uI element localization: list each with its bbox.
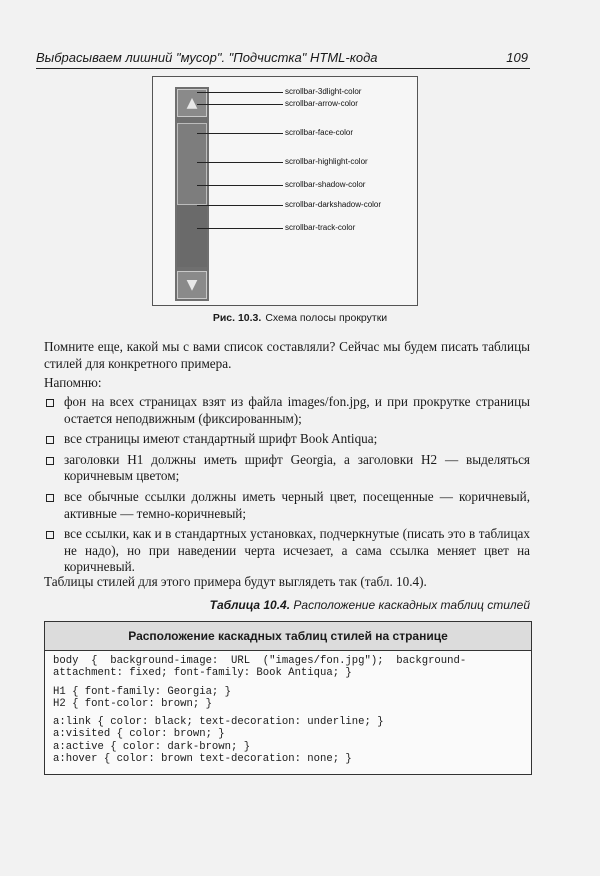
list-item [44,431,530,448]
code-table-header: Расположение каскадных таблиц стилей на странице [45,622,531,651]
code-line: a:link { color: black; text-decoration: underline; } [53,716,384,729]
label-face: scrollbar-face-color [285,128,354,137]
table-caption [36,598,530,612]
leader-line [197,92,283,93]
checkbox-bullet-icon [46,531,54,539]
code-line: attachment: fixed; font-family: Book Antiqua; } [53,667,352,680]
label-shadow: scrollbar-shadow-color [285,180,366,189]
code-line: H2 { font-color: brown; } [53,697,212,710]
list-item [44,452,530,485]
leader-line [197,228,283,229]
running-header [36,46,530,69]
leader-line [197,162,283,163]
css-code-table [44,621,532,775]
leader-line [197,205,283,206]
paragraph-table-ref: Таблицы стилей для этого примера будут выглядеть так (табл. 10.4). [44,574,427,589]
figure-caption [0,312,600,324]
list-item-text: заголовки H1 должны иметь шрифт Georgia, а заголовки H2 — выделяться коричневым цветом; [64,451,530,484]
table-caption-number: Таблица 10.4. [209,598,291,612]
list-item-text: фон на всех страницах взят из файла images/fon.jpg, и при прокрутке страницы остается неподвижным (фиксированным); [64,394,530,426]
scrollbar-diagram [175,87,209,301]
checkbox-bullet-icon [46,457,54,465]
paragraph-intro: Помните еще, какой мы с вами список составляли? Сейчас мы будем писать таблицы стилей для конкретного примера. [44,339,530,371]
leader-line [197,133,283,134]
code-block [45,651,531,769]
code-line: body { background-image: URL ("images/fon.jpg"); background- [53,655,467,667]
table-caption-text: Расположение каскадных таблиц стилей [293,598,530,612]
list-item-text: все страницы имеют стандартный шрифт Book Antiqua; [64,431,378,447]
up-arrow-button-icon: ▲ [177,89,207,117]
label-arrow: scrollbar-arrow-color [285,99,358,108]
scrollbar-thumb [177,123,207,205]
code-line: a:hover { color: brown text-decoration: none; } [53,753,352,766]
page-number: 109 [506,50,528,65]
requirements-list [44,394,530,580]
list-item-text: все ссылки, как и в стандартных установках, подчеркнутые (писать это в таблицах не надо), но при наведении черта исчезает, а сама ссылка меняет цвет на коричневый. [64,526,530,575]
label-track: scrollbar-track-color [285,223,356,232]
checkbox-bullet-icon [46,399,54,407]
list-item-text: все обычные ссылки должны иметь черный цвет, посещенные — коричневый, активные — темно-коричневый; [64,488,530,521]
header-title: Выбрасываем лишний "мусор". "Подчистка" HTML-кода [36,50,378,65]
code-line: a:active { color: dark-brown; } [53,740,251,753]
paragraph-remind: Напомню: [44,375,102,390]
checkbox-bullet-icon [46,436,54,444]
scrollbar-track [177,205,207,267]
label-highlight: scrollbar-highlight-color [285,157,368,166]
leader-line [197,104,283,105]
label-3dlight: scrollbar-3dlight-color [285,87,362,96]
figure-caption-text: Схема полосы прокрутки [265,312,388,324]
down-arrow-button-icon: ▼ [177,271,207,299]
code-line: H1 { font-family: Georgia; } [53,685,232,698]
list-item [44,489,530,522]
scrollbar-figure [152,76,418,306]
list-item [44,394,530,427]
label-darkshadow: scrollbar-darkshadow-color [285,200,382,209]
checkbox-bullet-icon [46,494,54,502]
code-line: a:visited { color: brown; } [53,728,225,741]
figure-caption-number: Рис. 10.3. [212,312,262,324]
leader-line [197,185,283,186]
list-item [44,526,530,576]
